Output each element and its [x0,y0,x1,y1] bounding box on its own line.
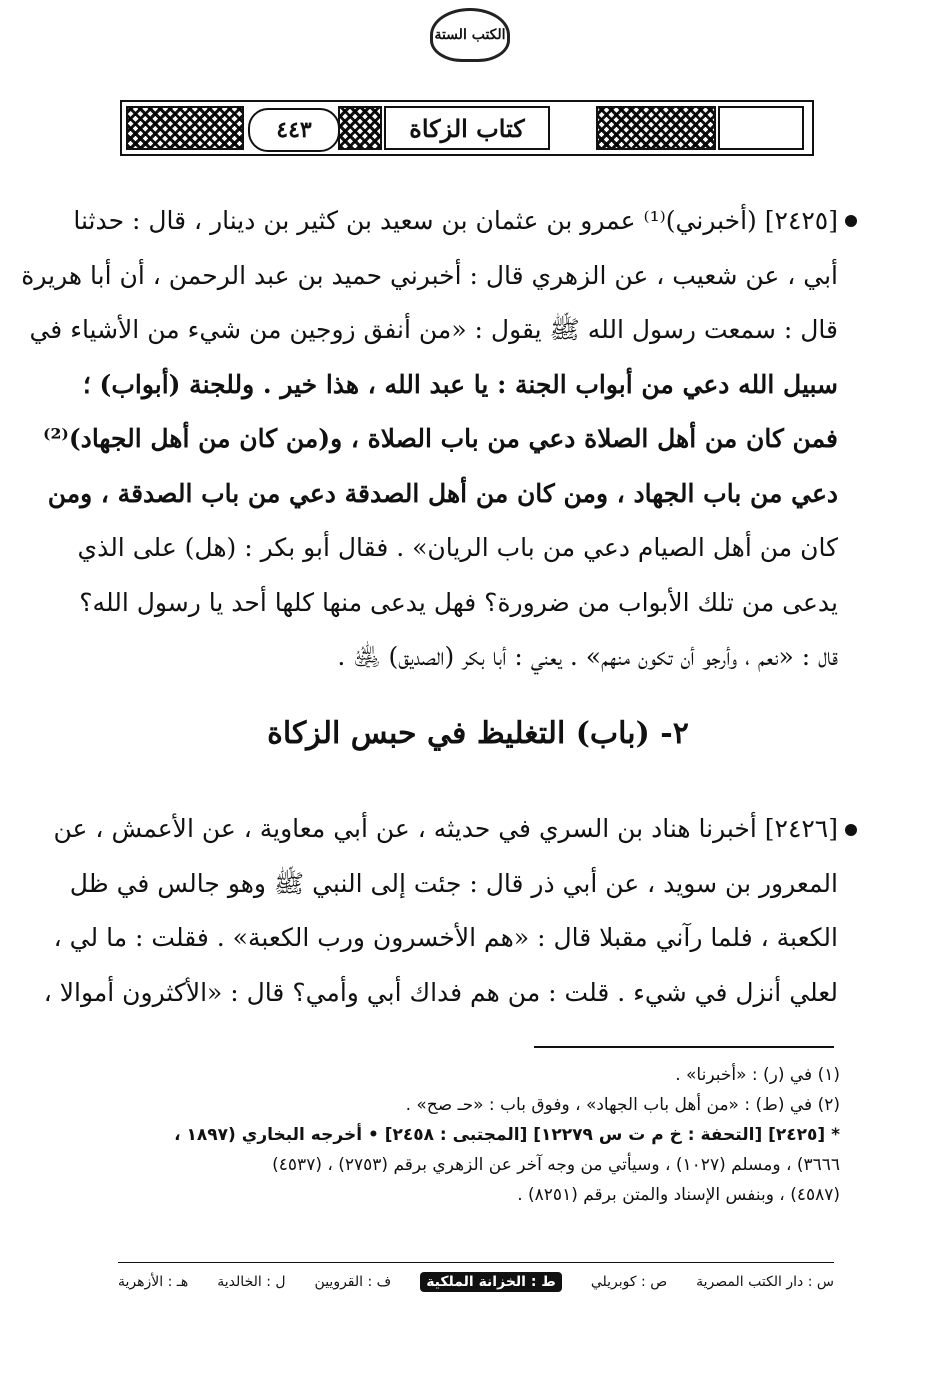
footnote: (١) في (ر) : «أخبرنا» . [675,1065,840,1085]
legend-item: ف : القرويين [314,1274,392,1290]
hadith-2425-line: كان من أهل الصيام دعي من باب الريان» . فقال أبو بكر : (هل) على الذي [77,533,838,562]
chapter-heading: ٢- (باب) التغليظ في حبس الزكاة [267,716,689,751]
footnote-divider [534,1046,834,1048]
legend-item: س : دار الكتب المصرية [696,1274,834,1290]
hadith-2425-line: قال : سمعت رسول الله ﷺ يقول : «من أنفق زوجين من شيء من الأشياء في [29,315,838,344]
hadith-2425-line: أبي ، عن شعيب ، عن الزهري قال : أخبرني حميد بن عبد الرحمن ، أن أبا هريرة [21,260,838,290]
ornament-band-right [596,106,716,150]
hadith-2426-line: [٢٤٢٦] أخبرنا هناد بن السري في حديثه ، عن أبي معاوية ، عن الأعمش ، عن [53,814,838,843]
hadith-2425-line: سبيل الله دعي من أبواب الجنة : يا عبد الله ، هذا خير . وللجنة (أبواب) ؛ [82,369,838,399]
hadith-2425-line: فمن كان من أهل الصلاة دعي من باب الصلاة ، و(من كان من أهل الجهاد)⁽²⁾ [43,424,838,453]
footnote: (٢) في (ط) : «من أهل باب الجهاد» ، وفوق باب : «حـ صح» . [405,1095,840,1115]
hadith-2425 [21,194,838,685]
footnote-takhrij: ٣٦٦٦) ، ومسلم (١٠٢٧) ، وسيأتي من وجه آخر عن الزهري برقم (٢٧٥٣) ، (٤٥٣٧) [272,1155,840,1175]
manuscript-legend [118,1267,834,1297]
bullet-hadith-2425 [845,215,857,227]
ornament-medallion-right [718,106,804,150]
hadith-2426-line: الكعبة ، فلما رآني مقبلا قال : «هم الأخسرون ورب الكعبة» . فقلت : ما لي ، [53,923,838,952]
legend-item: ل : الخالدية [217,1274,286,1290]
hadith-2425-line: دعي من باب الجهاد ، ومن كان من أهل الصدقة دعي من باب الصدقة ، ومن [47,478,838,508]
hadith-2425-line: [٢٤٢٥] (أخبرني)⁽¹⁾ عمرو بن عثمان بن سعيد بن كثير بن دينار ، قال : حدثنا [73,206,838,235]
ornament-band-left-inner [338,106,382,150]
book-title: كتاب الزكاة [384,106,550,150]
footnotes [118,1060,840,1210]
hadith-2426-line: المعرور بن سويد ، عن أبي ذر قال : جئت إلى النبي ﷺ وهو جالس في ظل [69,868,838,898]
legend-item: ص : كوبريلي [590,1274,668,1290]
footnote-takhrij: * [٢٤٢٥] [التحفة : خ م ت س ١٢٢٧٩] [المجتبى : ٢٤٥٨] • أخرجه البخاري (١٨٩٧ ، [174,1125,840,1145]
ornament-band-left [126,106,244,150]
series-logo [430,8,510,62]
footnote-takhrij: (٤٥٨٧) ، وبنفس الإسناد والمتن برقم (٨٢٥١) . [517,1185,840,1205]
legend-item: هـ : الأزهرية [118,1274,189,1290]
hadith-2426 [43,802,838,1020]
bullet-hadith-2426 [845,824,857,836]
page-header [120,100,814,156]
hadith-2425-line: قال : «نعم ، وأرجو أن تكون منهم» . يعني : أبا بكر (الصديق) ﵁ . [337,642,838,671]
hadith-2425-line: يدعى من تلك الأبواب من ضرورة؟ فهل يدعى منها كلها أحد يا رسول الله؟ [79,587,838,617]
logo-text: الكتب الستة [434,27,506,43]
legend-item-highlighted: ط : الخزانة الملكية [420,1272,562,1292]
legend-divider [118,1262,834,1263]
page-number: ٤٤٣ [248,108,340,152]
hadith-2426-line: لعلي أنزل في شيء . قلت : من هم فداك أبي وأمي؟ قال : «الأكثرون أموالا ، [43,977,838,1007]
